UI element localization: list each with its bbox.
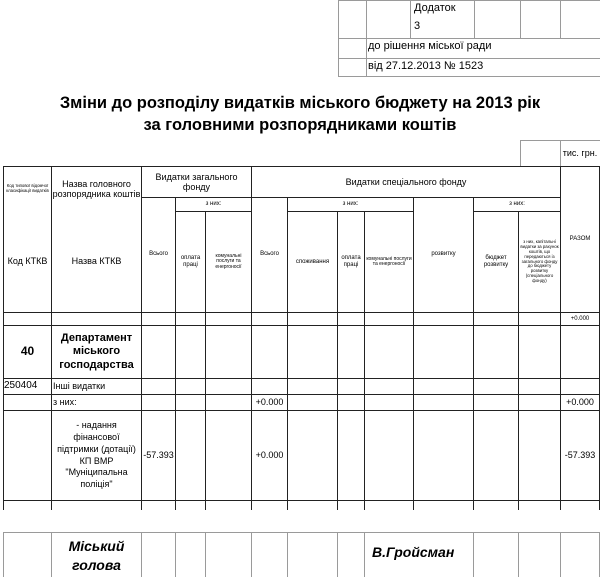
of-which-label: з них: [53, 397, 77, 407]
appendix-reference-line1: до рішення міської ради [368, 40, 492, 52]
item-name: - надання фінансової підтримки (дотації) КП ВМР "Муніципальна поліція" [57, 420, 136, 489]
header-special-fund: Видатки спеціального фонду [345, 176, 467, 187]
item-general-total: -57.393 [143, 450, 174, 461]
signature-position: Міський голова [68, 538, 125, 573]
appendix-title: Додаток [414, 2, 456, 14]
item-special-total: +0.000 [255, 450, 284, 461]
heading-line1: Зміни до розподілу видатків міського бюджету на 2013 рік [59, 94, 541, 112]
header-of-which-special-2: з них: [509, 201, 525, 208]
header-consumption: споживання [295, 258, 330, 265]
header-general-salary: оплата праці [180, 255, 201, 268]
appendix-reference-line2: від 27.12.2013 № 1523 [368, 60, 484, 72]
header-code-classification: Код типової відомчої класифікації видатків [6, 183, 49, 193]
header-general-utilities: комунальні послуги та енергоносії [215, 252, 242, 270]
header-special-utilities: комунальні послуги та енергоносії [366, 255, 412, 267]
page-heading [0, 92, 600, 137]
ktkv-code-value: 250404 [4, 380, 38, 391]
header-capital-transfer: з них, капітальні видатки за рахунок коштів, що передаються із загального фонду до бюджету розвитку (спеціального фонду) [520, 239, 559, 283]
header-general-fund: Видатки загального фонду [155, 171, 238, 192]
header-of-which-general: з них: [205, 201, 222, 208]
top-total-value: +0.000 [570, 315, 590, 322]
item-total: -57.393 [564, 450, 596, 461]
header-ktkv-code: Код КТКВ [7, 256, 48, 267]
header-grand-total: РАЗОМ [569, 235, 591, 242]
signature-name: В.Гройсман [372, 544, 455, 560]
header-special-salary: оплата праці [341, 255, 361, 268]
header-development: розвитку [431, 251, 456, 258]
heading-line2: за головними розпорядниками коштів [143, 116, 457, 135]
of-which-total: +0.000 [566, 397, 594, 408]
appendix-number: 3 [414, 20, 421, 32]
header-ktkv-name: Назва КТКВ [71, 256, 122, 267]
ktkv-name-value: Інші видатки [53, 381, 106, 391]
header-dev-budget: бюджет розвитку [483, 255, 509, 268]
header-general-total: Всього [149, 251, 168, 258]
header-main-manager: Назва головного розпорядника коштів [52, 178, 141, 199]
of-which-special-total: +0.000 [255, 397, 284, 408]
header-special-total: Всього [260, 251, 279, 258]
units-label: тис. грн. [562, 147, 598, 158]
header-of-which-special-1: з них: [342, 201, 359, 208]
department-code: 40 [20, 344, 35, 359]
department-name: Департамент міського господарства [59, 332, 134, 371]
